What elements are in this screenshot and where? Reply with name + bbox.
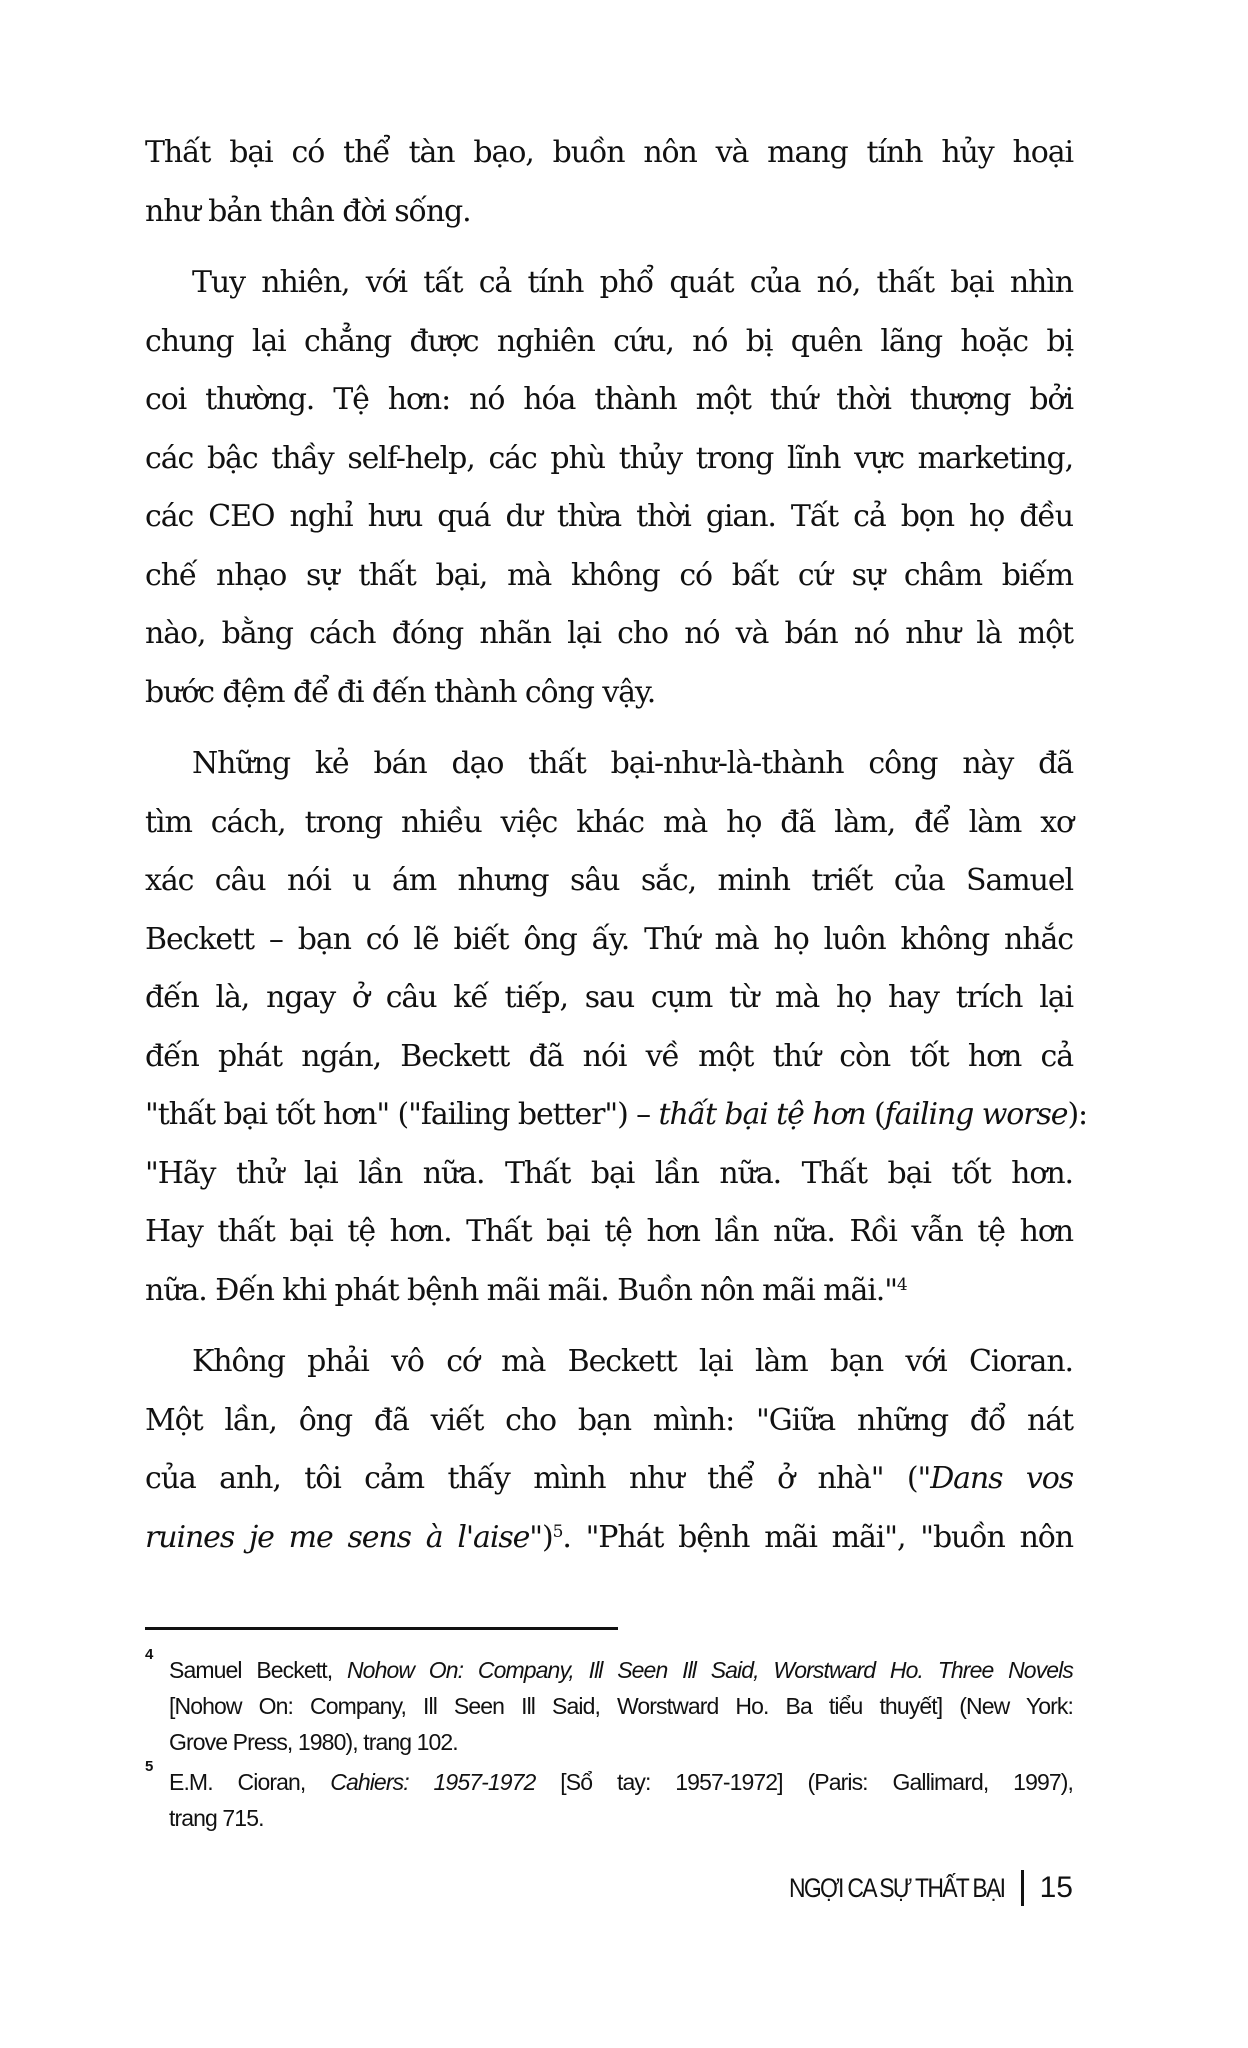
text-line bbox=[145, 430, 1073, 489]
text-run: Samuel Beckett, bbox=[169, 1657, 347, 1683]
text-run: nào, bằng cách đóng nhãn lại cho nó và bán nó như là một bbox=[145, 616, 1073, 651]
text-line bbox=[145, 547, 1073, 606]
text-run: đến phát ngán, Beckett đã nói về một thứ còn tốt hơn cả bbox=[145, 1038, 1073, 1074]
text-run: tìm cách, trong nhiều việc khác mà họ đã làm, để làm xơ bbox=[145, 804, 1073, 840]
text-run: ( bbox=[865, 1097, 885, 1132]
footnote-divider bbox=[145, 1627, 618, 1630]
text-run: ): bbox=[1067, 1097, 1088, 1132]
text-run: "Hãy thử lại lần nữa. Thất bại lần nữa. Thất bại tốt hơn. bbox=[145, 1155, 1073, 1191]
text-run: Thất bại có thể tàn bạo, buồn nôn và mang tính hủy hoại bbox=[145, 135, 1073, 170]
text-run: Nohow On: Company, Ill Seen Ill Said, Worstward Ho. Three Novels bbox=[346, 1657, 1073, 1683]
text-run: chế nhạo sự thất bại, mà không có bất cứ sự châm biếm bbox=[145, 557, 1073, 593]
text-line bbox=[145, 183, 1073, 242]
footnote bbox=[145, 1646, 1073, 1760]
paragraph bbox=[145, 254, 1073, 722]
text-line bbox=[145, 254, 1073, 313]
footnote-line bbox=[169, 1764, 1073, 1800]
text-line bbox=[145, 1145, 1073, 1204]
text-run: Dans vos bbox=[930, 1461, 1074, 1496]
text-line bbox=[145, 1086, 1088, 1145]
page-footer bbox=[751, 1870, 1073, 1906]
text-run: . "Phát bệnh mãi mãi", "buồn nôn bbox=[562, 1519, 1073, 1555]
text-run: coi thường. Tệ hơn: nó hóa thành một thứ thời thượng bởi bbox=[145, 382, 1073, 417]
footnotes bbox=[145, 1646, 1074, 1840]
text-line bbox=[145, 371, 1073, 430]
footnote-ref: 4 bbox=[896, 1274, 907, 1295]
footnote-line bbox=[169, 1724, 1073, 1760]
text-run: ruines je me sens à l'aise bbox=[145, 1519, 530, 1555]
text-run: E.M. Cioran, bbox=[169, 1769, 331, 1795]
text-line bbox=[145, 488, 1073, 547]
text-line bbox=[145, 1392, 1073, 1451]
text-run: thất bại tệ hơn bbox=[658, 1097, 866, 1132]
text-run: [Nohow On: Company, Ill Seen Ill Said, Worstward Ho. Ba tiểu thuyết] (New York: bbox=[169, 1693, 1073, 1719]
text-line bbox=[145, 852, 1073, 911]
text-run: trang 715. bbox=[169, 1805, 264, 1831]
text-run: nữa. Đến khi phát bệnh mãi mãi. Buồn nôn mãi mãi." bbox=[145, 1272, 897, 1308]
text-run: đến là, ngay ở câu kế tiếp, sau cụm từ mà họ hay trích lại bbox=[145, 980, 1073, 1015]
text-line bbox=[145, 1333, 1073, 1392]
text-line bbox=[145, 1509, 1073, 1568]
text-line bbox=[145, 911, 1073, 970]
page-number: 15 bbox=[1039, 1871, 1073, 1904]
text-run: "thất bại tốt hơn" ("failing better") – bbox=[145, 1097, 659, 1132]
footnote-number: 4 bbox=[145, 1646, 153, 1663]
footnote-number: 5 bbox=[145, 1758, 153, 1775]
text-run: Một lần, ông đã viết cho bạn mình: "Giữa những đổ nát bbox=[145, 1402, 1073, 1438]
paragraph bbox=[145, 1333, 1073, 1567]
running-title: NGỢI CA SỰ THẤT BẠI bbox=[789, 1872, 1005, 1903]
paragraph bbox=[145, 735, 1088, 1320]
text-run: xác câu nói u ám nhưng sâu sắc, minh triết của Samuel bbox=[145, 863, 1073, 898]
text-line bbox=[145, 124, 1073, 183]
text-line bbox=[145, 664, 1073, 723]
footnote-line bbox=[169, 1652, 1073, 1688]
text-line bbox=[145, 605, 1073, 664]
text-run: Không phải vô cớ mà Beckett lại làm bạn với Cioran. bbox=[192, 1344, 1073, 1379]
text-run: các bậc thầy self-help, các phù thủy trong lĩnh vực marketing, bbox=[145, 440, 1073, 476]
text-run: ") bbox=[529, 1519, 553, 1555]
text-run: [Sổ tay: 1957-1972] (Paris: Gallimard, 1997), bbox=[535, 1769, 1074, 1795]
text-line bbox=[145, 1028, 1073, 1087]
text-run: failing worse bbox=[884, 1097, 1068, 1132]
text-run: Tuy nhiên, với tất cả tính phổ quát của nó, thất bại nhìn bbox=[192, 265, 1073, 300]
text-run: của anh, tôi cảm thấy mình như thể ở nhà" (" bbox=[145, 1461, 931, 1496]
text-run: Những kẻ bán dạo thất bại-như-là-thành công này đã bbox=[192, 746, 1073, 781]
text-run: chung lại chẳng được nghiên cứu, nó bị quên lãng hoặc bị bbox=[145, 323, 1073, 359]
footer-separator bbox=[1021, 1870, 1024, 1906]
text-line bbox=[145, 735, 1073, 794]
text-run: Grove Press, 1980), trang 102. bbox=[169, 1729, 458, 1755]
text-run: như bản thân đời sống. bbox=[145, 193, 471, 229]
text-run: các CEO nghỉ hưu quá dư thừa thời gian. Tất cả bọn họ đều bbox=[145, 499, 1073, 534]
footnote bbox=[145, 1758, 1074, 1836]
text-run: Cahiers: 1957-1972 bbox=[330, 1769, 536, 1795]
footnote-line bbox=[169, 1688, 1073, 1724]
footnote-ref: 5 bbox=[552, 1521, 563, 1542]
text-run: bước đệm để đi đến thành công vậy. bbox=[145, 674, 656, 710]
text-line bbox=[145, 1262, 1073, 1321]
paragraph bbox=[145, 124, 1073, 241]
footnote-line bbox=[169, 1800, 1073, 1836]
text-run: Hay thất bại tệ hơn. Thất bại tệ hơn lần nữa. Rồi vẫn tệ hơn bbox=[145, 1214, 1073, 1249]
text-run: Beckett – bạn có lẽ biết ông ấy. Thứ mà họ luôn không nhắc bbox=[145, 921, 1073, 957]
text-line bbox=[145, 313, 1073, 372]
text-line bbox=[145, 969, 1073, 1028]
text-line bbox=[145, 1203, 1073, 1262]
body-text bbox=[145, 124, 1088, 1580]
text-line bbox=[145, 794, 1073, 853]
text-line bbox=[145, 1450, 1073, 1509]
